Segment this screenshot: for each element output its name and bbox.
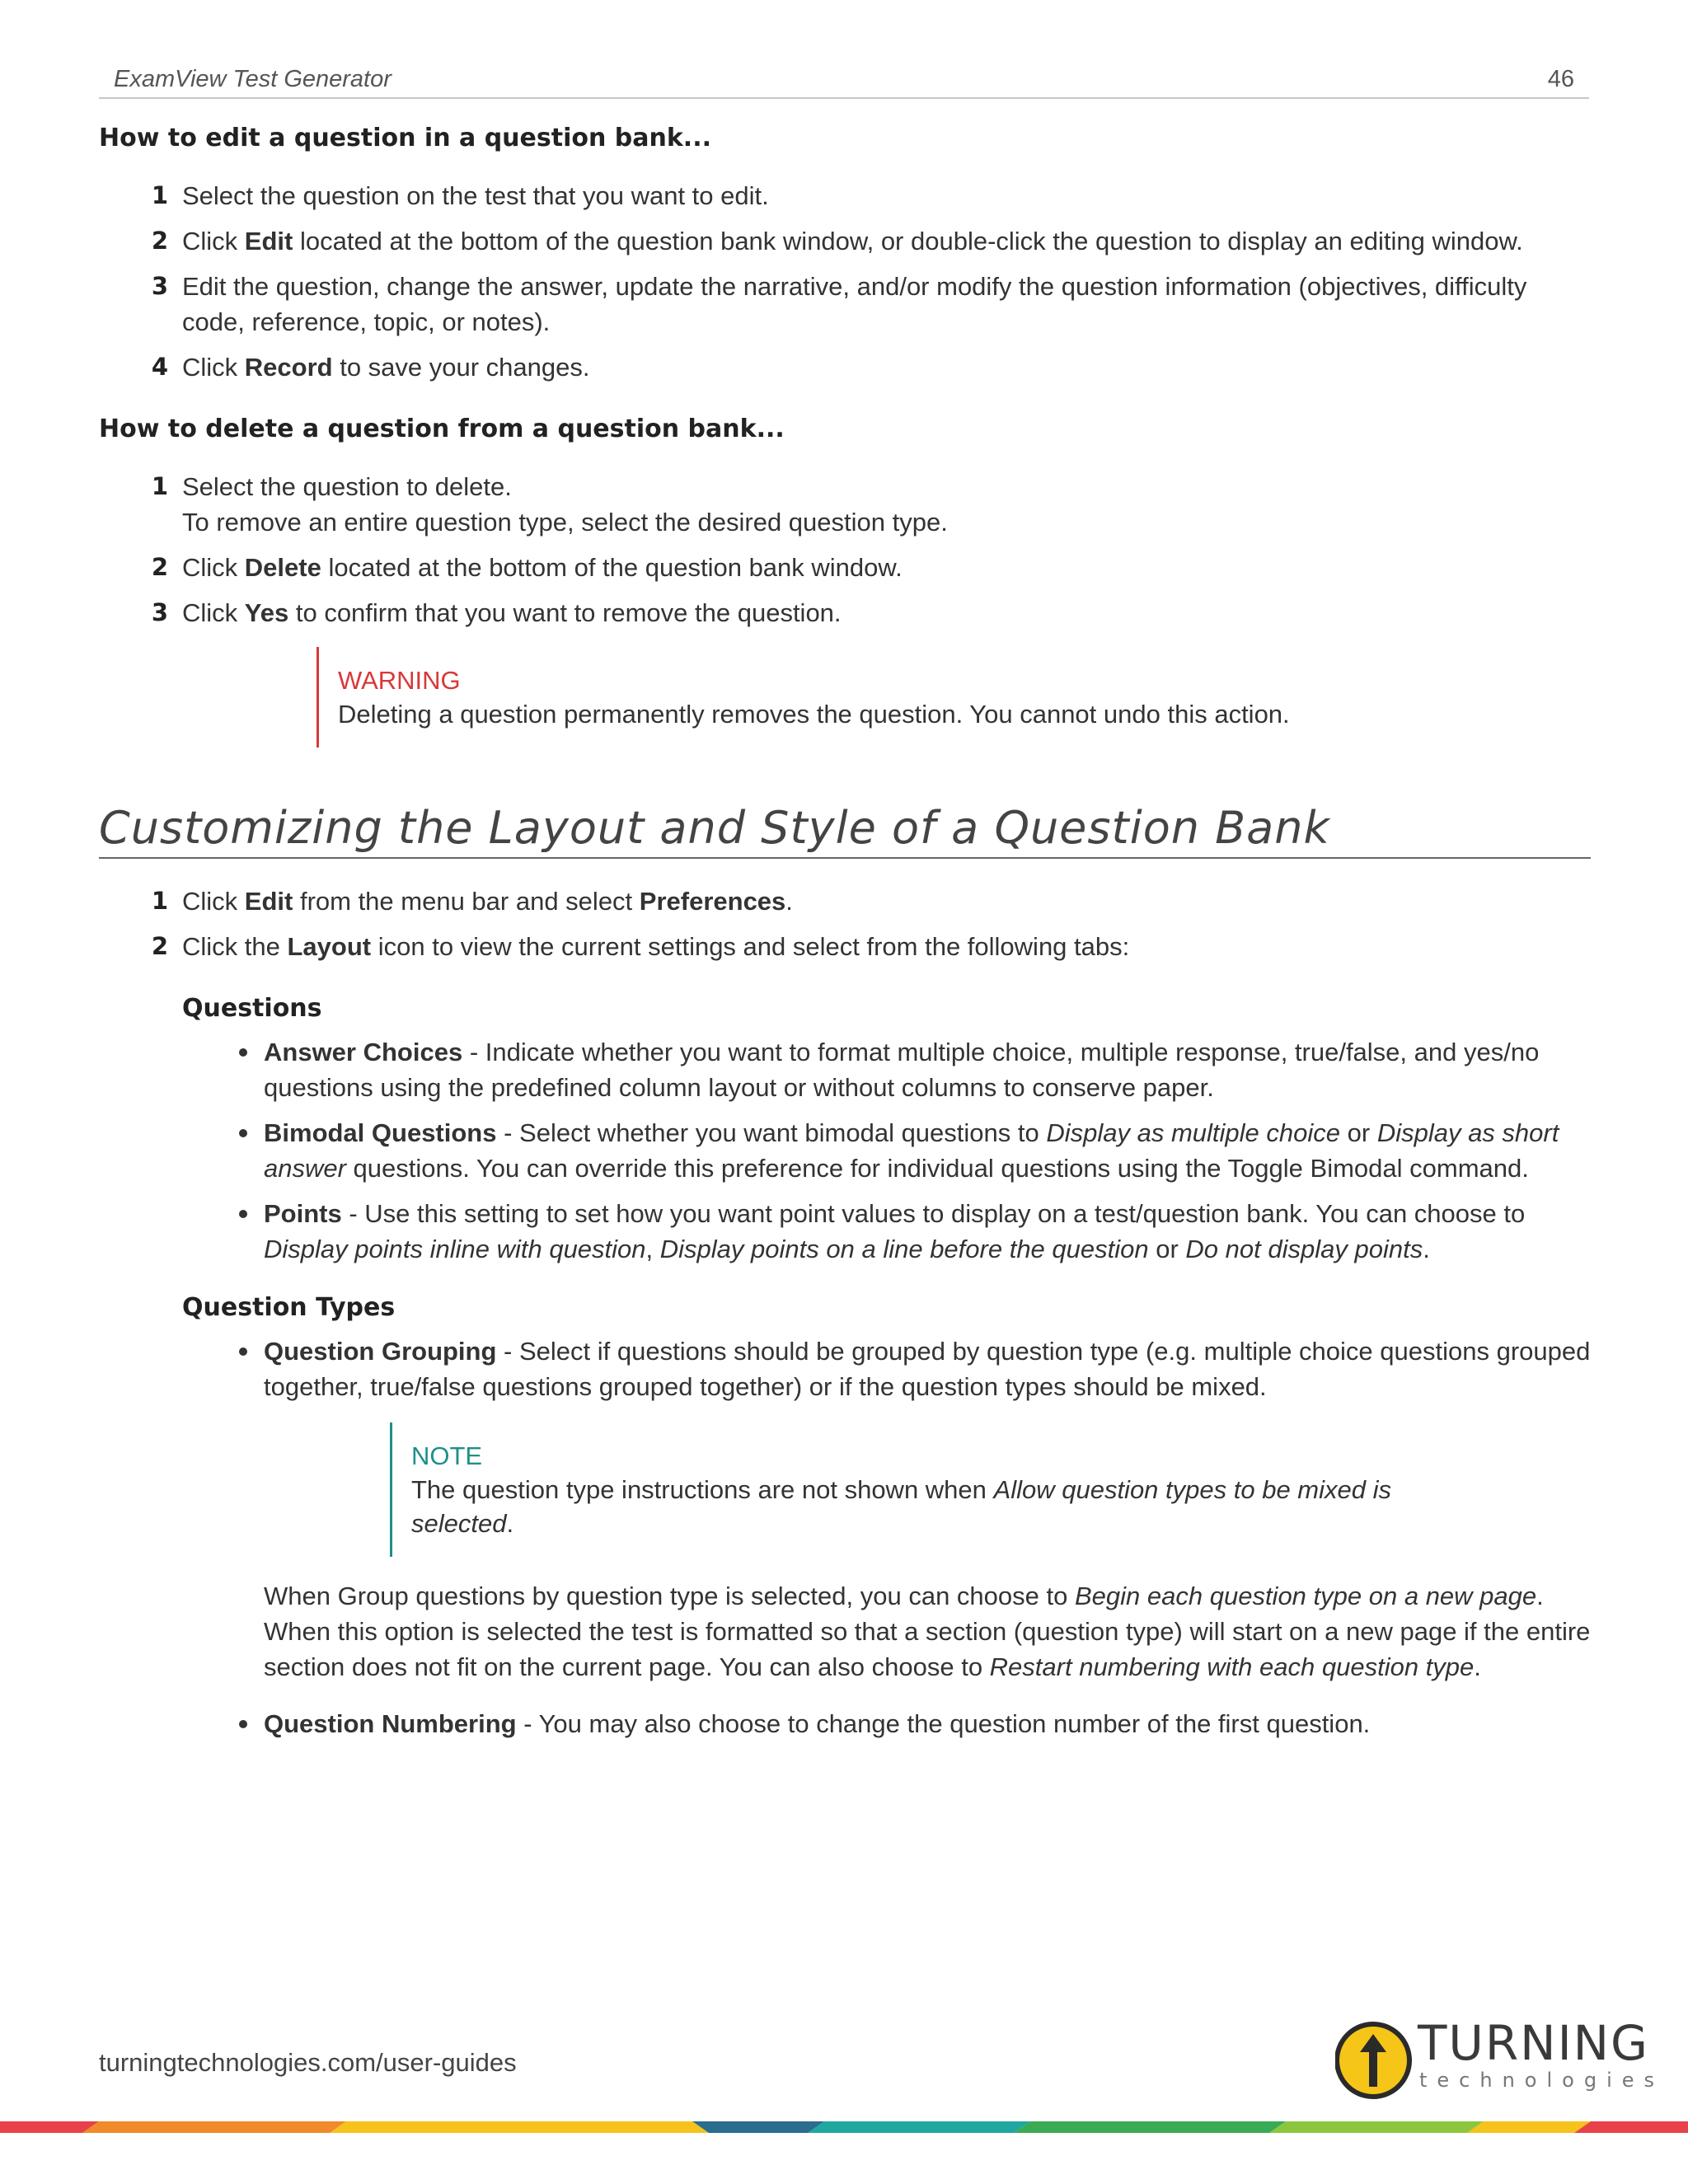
- step-bold: Edit: [244, 227, 293, 255]
- item-bold: Points: [264, 1199, 342, 1229]
- step-text: to save your changes.: [332, 353, 590, 382]
- item-text: or: [1148, 1235, 1186, 1264]
- step-text: Select the question to delete.: [182, 472, 512, 501]
- delete-step: [99, 550, 1591, 585]
- item-bold: Question Grouping: [264, 1337, 497, 1366]
- delete-steps: [99, 469, 1591, 630]
- item-text: - Select if questions should be grouped by question type (e.g. multiple choice questions grouped together, true/false questions grouped together) or if the question types should be mixed.: [264, 1337, 1591, 1402]
- step-text: located at the bottom of the question bank window, or double-click the question to display an editing window.: [293, 227, 1523, 255]
- warning-text: Deleting a question permanently removes the question. You cannot undo this action.: [338, 700, 1290, 729]
- item-text: - Indicate whether you want to format multiple choice, multiple response, true/false, and yes/no questions using the predefined column layout or without columns to conserve paper.: [264, 1038, 1540, 1103]
- para-italic: Begin each question type on a new page: [1074, 1582, 1537, 1611]
- step-bold: Record: [244, 353, 333, 382]
- step-number: 3: [151, 272, 168, 300]
- item-text: - Use this setting to set how you want point values to display on a test/question bank. You can choose to: [341, 1199, 1526, 1229]
- step-text: icon to view the current settings and select from the following tabs:: [371, 932, 1130, 962]
- list-item: [264, 1333, 1591, 1404]
- logo-mark-icon: [1335, 2019, 1418, 2102]
- step-number: 3: [151, 598, 168, 626]
- customize-step: [99, 929, 1591, 964]
- step-text: Edit the question, change the answer, update the narrative, and/or modify the question information (objectives, difficulty code, reference, topic, or notes).: [182, 272, 1527, 336]
- item-italic: Display as multiple choice: [1046, 1118, 1341, 1148]
- edit-heading: How to edit a question in a question bank...: [99, 124, 711, 152]
- para-text: . When this option is selected the test is formatted so that a section (question type) will start on a new page if the entire section does not fit on the current page. You can also choose to: [264, 1582, 1591, 1682]
- chapter-title: Customizing the Layout and Style of a Question Bank: [99, 804, 1591, 859]
- item-text: ,: [645, 1235, 660, 1264]
- para-text: When Group questions by question type is selected, you can choose to: [264, 1582, 1075, 1611]
- note-italic: Allow question types to be mixed is selected: [411, 1475, 1391, 1539]
- item-text: or: [1340, 1118, 1377, 1148]
- edit-step: [99, 223, 1591, 259]
- edit-step: [99, 269, 1591, 340]
- item-italic: Display as short answer: [264, 1118, 1559, 1183]
- para-italic: Restart numbering with each question type: [989, 1652, 1475, 1682]
- item-bold: Question Numbering: [264, 1709, 517, 1739]
- list-item: [264, 1115, 1591, 1186]
- item-bold: Bimodal Questions: [264, 1118, 497, 1148]
- step-text: To remove an entire question type, select the desired question type.: [182, 508, 948, 537]
- list-item: [264, 1196, 1591, 1267]
- step-number: 2: [151, 553, 168, 581]
- step-bold: Preferences: [639, 887, 786, 916]
- question-types-heading: Question Types: [182, 1293, 396, 1323]
- footer-color-strip: [0, 2116, 1688, 2136]
- list-item: [264, 1034, 1591, 1105]
- item-italic: Display points inline with question: [264, 1235, 646, 1264]
- item-italic: Display points on a line before the question: [659, 1235, 1149, 1264]
- note-text-part: The question type instructions are not shown when: [411, 1475, 994, 1505]
- footer-url: turningtechnologies.com/user-guides: [99, 2048, 517, 2077]
- item-text: - You may also choose to change the question number of the first question.: [516, 1709, 1371, 1739]
- step-text: Click: [182, 353, 245, 382]
- step-number: 1: [151, 887, 168, 916]
- header-divider: [99, 97, 1589, 99]
- item-italic: Do not display points: [1185, 1235, 1423, 1264]
- turning-logo: [1335, 2015, 1664, 2102]
- edit-step: [99, 178, 1591, 213]
- step-text: Click: [182, 887, 245, 916]
- item-text: questions. You can override this preference for individual questions using the Toggle Bimodal command.: [345, 1154, 1529, 1183]
- step-bold: Yes: [244, 598, 289, 627]
- page-number: 46: [1547, 66, 1574, 92]
- step-number: 1: [151, 181, 168, 209]
- grouping-paragraph: [264, 1578, 1591, 1685]
- step-bold: Delete: [244, 553, 321, 582]
- delete-heading: How to delete a question from a question bank...: [99, 415, 785, 443]
- item-bold: Answer Choices: [264, 1038, 463, 1067]
- delete-step: [99, 595, 1591, 630]
- logo-subtext: technologies: [1419, 2069, 1664, 2092]
- step-number: 1: [151, 472, 168, 500]
- header-title: ExamView Test Generator: [114, 66, 392, 92]
- question-types-list: [99, 1333, 1591, 1404]
- item-text: .: [1423, 1235, 1430, 1264]
- logo-wordmark: TURNING: [1418, 2015, 1650, 2071]
- item-text: - Select whether you want bimodal questions to: [496, 1118, 1047, 1148]
- list-item: [264, 1706, 1591, 1741]
- edit-steps: [99, 178, 1591, 385]
- step-text: .: [785, 887, 793, 916]
- note-callout: [390, 1422, 1400, 1557]
- step-text: Click: [182, 598, 245, 627]
- step-text: to confirm that you want to remove the question.: [288, 598, 842, 627]
- step-number: 2: [151, 227, 168, 255]
- step-text: Select the question on the test that you want to edit.: [182, 181, 769, 210]
- note-text-part: .: [506, 1509, 514, 1539]
- note-label: NOTE: [411, 1441, 483, 1471]
- customize-steps: [99, 883, 1591, 964]
- delete-step: [99, 469, 1591, 540]
- step-text: Click: [182, 227, 245, 255]
- step-number: 2: [151, 932, 168, 961]
- questions-heading: Questions: [182, 994, 322, 1024]
- step-text: Click the: [182, 932, 288, 962]
- numbering-list: [99, 1706, 1591, 1741]
- warning-callout: [316, 647, 1591, 748]
- edit-step: [99, 349, 1591, 385]
- para-text: .: [1474, 1652, 1481, 1682]
- warning-label: WARNING: [338, 666, 461, 695]
- step-text: Click: [182, 553, 245, 582]
- step-bold: Edit: [244, 887, 293, 916]
- step-bold: Layout: [287, 932, 372, 962]
- page-content: [99, 124, 1591, 1751]
- step-text: from the menu bar and select: [293, 887, 640, 916]
- customize-step: [99, 883, 1591, 919]
- step-text: located at the bottom of the question bank window.: [321, 553, 903, 582]
- note-text: [411, 1473, 1400, 1540]
- questions-list: [99, 1034, 1591, 1267]
- step-number: 4: [151, 353, 168, 381]
